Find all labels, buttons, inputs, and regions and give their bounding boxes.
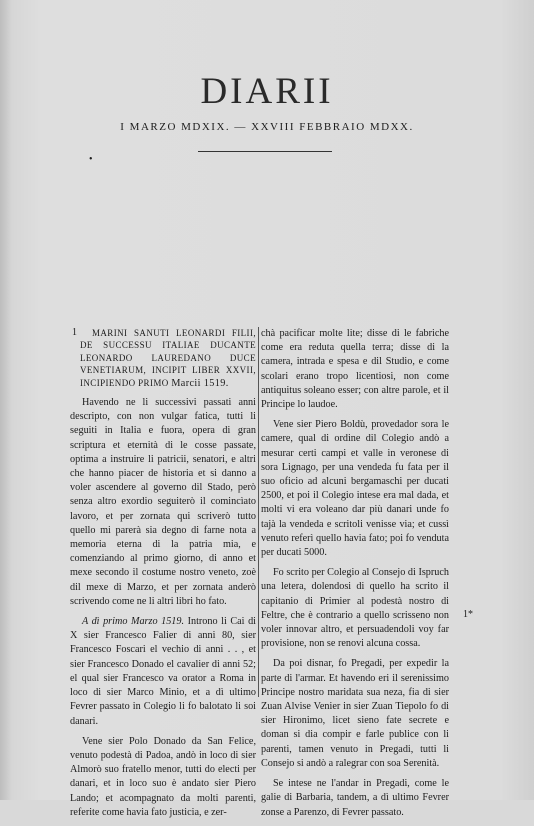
paragraph: Vene sier Piero Boldù, provedador sora le camere, qual di ordine dil Colegio andò a mesurar certi campi et valle in veronese di sora Lignago, per una vendeda fu fata per il suo oficio ad alcuni bergamaschi per ducati 2500, et poi il Colegio intese era mal dada, et molti vi era voleano dar più danari unde fo tajà la vendeda e scritoli venisse via; et cussì venuto referì quello havia fato; poi fo venduta per ducati 5000. bbox=[261, 419, 449, 559]
paragraph: Da poi disnar, fo Pregadi, per expedir la parte di l'armar. Et havendo eri il serenissimo Principe nostro maridata sua neza, fia di sier Zuan Alvise Venier in sier Zuan Tiepolo fo di sier Hironimo, licet sieno fate secrete e doman si dia compir e farle publice con li parenti, tamen venuto in Pregadi, tutti li Consejo si andò a ralegrar con soa Serenità. bbox=[261, 658, 449, 769]
paragraph: Havendo ne li successivi passati anni descripto, con non vulgar fatica, tutti li seguiti in Italia e fuora, opera di gran scriptura et eternità di le cosse passate, optima a instruire li patricii, senatori, e altri che hanno piacer de historia et si danno a voler ascendere al governo dil Stado, però senza altro exordio seguiterò il comincìato lavoro, et per zornata qui scriverò tutto quello mi parerà sia degno di farne nota a memoria eterna di la patria mia, e comenziando al primo giorno, di anno et mexe secondo il costume nostro veneto, zoè dil mexe di Marzo, et per zornata anderò scrivendo come ne li altri libri ho fato. bbox=[70, 397, 256, 607]
book-heading bbox=[70, 327, 256, 390]
paragraph: Fo scrito per Colegio al Consejo di Ispruch una letera, dolendosi di quello ha scrito il capitanio di Primier al podestà nostro di Feltre, che è contrario a quello scrisseno non voler innovar altro, et persuadendoli voy far provisione, non se renovi alcuna cossa. bbox=[261, 567, 449, 650]
paragraph: Se intese ne l'andar in Pregadi, come le galie di Barbaria, tandem, a dì ultimo Fevrer zonse a Parenzo, di Fevrer passato. bbox=[261, 778, 449, 818]
left-column bbox=[70, 327, 256, 826]
heading-tail: Marcii 1519. bbox=[171, 377, 229, 389]
column-divider bbox=[258, 327, 259, 697]
date-lead: A dì primo Marzo 1519. bbox=[82, 616, 185, 628]
heading-number: 1 bbox=[72, 327, 78, 338]
paragraph-text: Introno li Cai di X sier Francesco Falier di anni 80, sier Francesco Foscari el vechio di anni . . , et sier Francesco Donado el cavalier di anni 52; el qual sier Francesco va orator a Roma in loco di sier Marco Minio, et a dì ultimo Fevrer passato in Colegio li fo balotato li soi danari. bbox=[70, 616, 256, 727]
page-title: DIARII bbox=[200, 71, 334, 112]
paragraph: Vene sier Polo Donado da San Felice, venuto podestà di Padoa, andò in loco di sier Almorò suo fratello menor, tutti do electi per danari, et in loco suo è andato sier Piero Lando; et acompagnato da molti parenti, referite come havia fato justicia, e zer- bbox=[70, 735, 256, 818]
heading-text: MARINI SANUTI LEONARDI FILII, DE SUCCESSU ITALIAE DUCANTE LEONARDO LAUREDANO DUCE VENETIARUM, INCIPIT LIBER XXVII, INCIPIENDO PRIMO bbox=[80, 328, 256, 388]
ornament-dot: • bbox=[89, 154, 93, 165]
right-column bbox=[261, 327, 449, 826]
margin-mark: 1* bbox=[463, 609, 473, 620]
paragraph bbox=[70, 615, 256, 729]
page-subtitle: I MARZO MDXIX. — XXVIII FEBBRAIO MDXX. bbox=[120, 121, 414, 133]
title-rule bbox=[198, 151, 332, 152]
paragraph: chà pacificar molte lite; disse di le fabriche come era reduta quella terra; disse di la camera, intrada e spesa e dil Studio, e come scolari erano tropo licentiosi, non come antiquitus soleano esser; con altre parole, et il Principe lo laudoe. bbox=[261, 328, 449, 411]
